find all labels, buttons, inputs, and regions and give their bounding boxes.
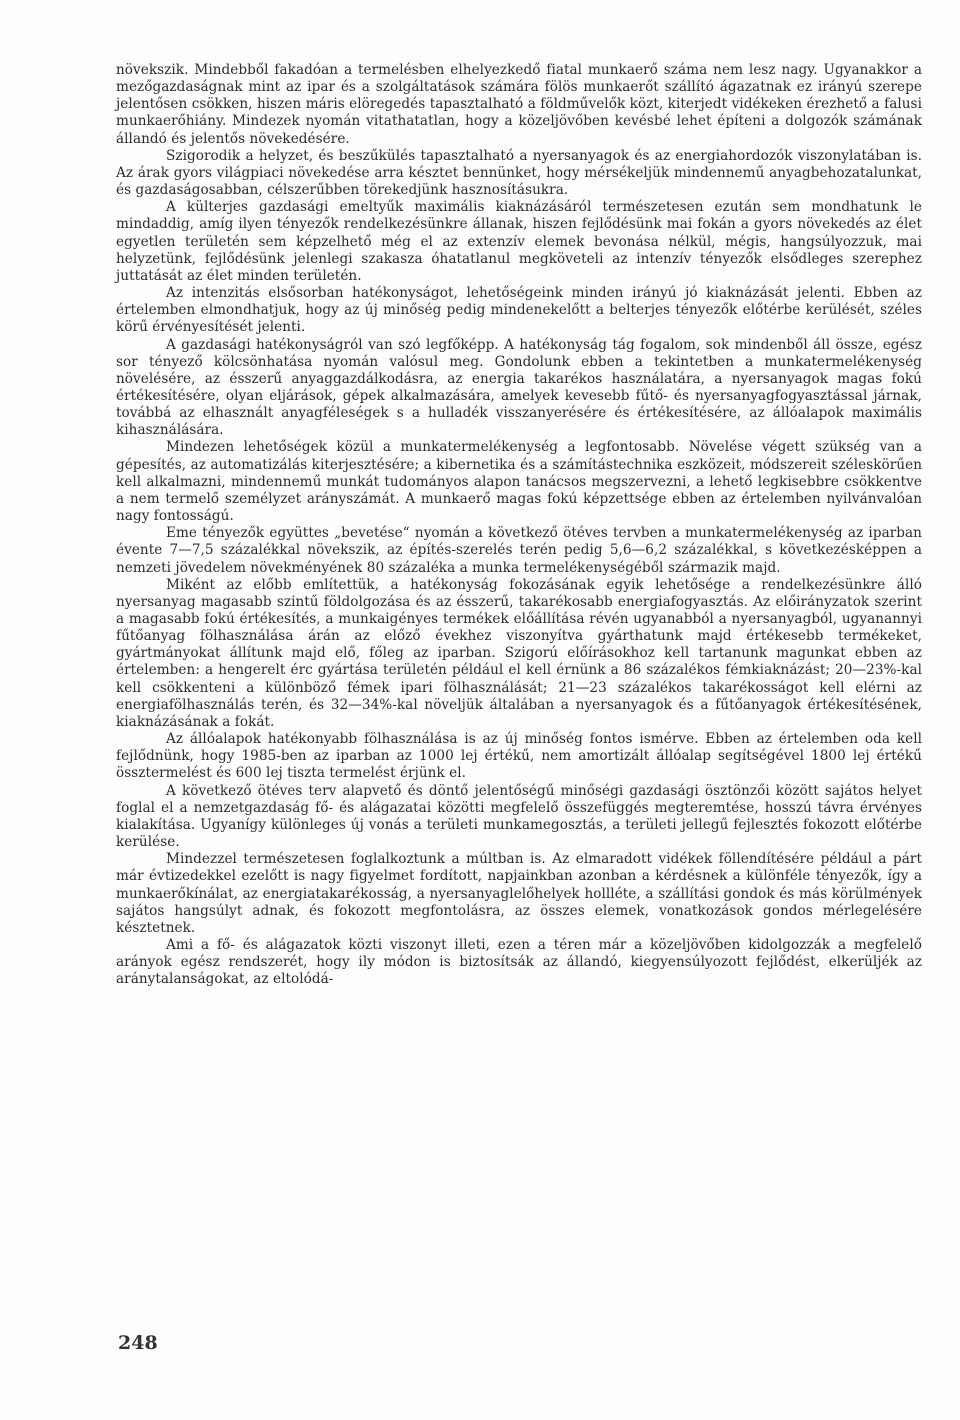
paragraph-9: Az állóalapok hatékonyabb fölhasználása is az új minőség fontos ismérve. Ebben az értelemben oda kell fejlődnünk, hogy 1985-ben az iparban az 1000 lej értékű, nem amortizált állóalap segítségével 1800 lej értékű össztermelést és 600 lej tiszta termelést érjünk el. xyxy=(116,731,922,782)
paragraph-2: Szigorodik a helyzet, és beszűkülés tapasztalható a nyersanyagok és az energiahordozók viszonylatában is. Az árak gyors világpiaci növekedése arra késztet bennünket, hogy mérsékeljük mindennemű anyagbehozatalunkat, és gazdaságosabban, célszerűbben törekedjünk hasznosításukra. xyxy=(116,147,922,199)
paragraph-11: Mindezzel természetesen foglalkoztunk a múltban is. Az elmaradott vidékek föllendítésére például a párt már évtizedekkel ezelőtt is nagy figyelmet fordított, napjainkban azonban a kérdésnek a különféle tényezők, így a munkaerőkínálat, az energiatakarékosság, a nyersanyaglelőhelyek hollléte, a szállítási gondok és más körülmények sajátos hangsúlyt adnak, és fokozott megfontolásra, az összes elemek, vonatkozások gondos mérlegelésére késztetnek. xyxy=(116,851,922,936)
paragraph-12: Ami a fő- és alágazatok közti viszonyt illeti, ezen a téren már a közeljövőben kidolgozzák a megfelelő arányok egész rendszerét, hogy ily módon is biztosítsák az állandó, kiegyensúlyozott fejlődést, elkerüljék az aránytalanságokat, az eltolódá- xyxy=(116,936,922,988)
paragraph-5: A gazdasági hatékonyságról van szó legfőképp. A hatékonyság tág fogalom, sok mindenből áll össze, egész sor tényező kölcsönhatása nyomán valósul meg. Gondolunk ebben a tekintetben a munkatermelékenység növelésére, az ésszerű anyaggazdálkodásra, az energia takarékos használatára, a nyersanyagok magas fokú értékesítésére, olyan eljárások, gépek alkalmazására, amelyek kevesebb fűtő- és nyersanyagfogyasztással járnak, továbbá az elhasznált anyagféleségek s a hulladék visszanyerésére és értékesítésére, az állóalapok maximális kihasználására. xyxy=(116,336,922,439)
page-number: 248 xyxy=(118,1332,158,1354)
paragraph-4: Az intenzitás elsősorban hatékonyságot, lehetőségeink minden irányú jó kiaknázását jelenti. Ebben az értelemben elmondhatjuk, hogy az új minőség pedig mindenekelőtt a belterjes tényezők előtérbe kerülését, széles körű érvényesítését jelenti. xyxy=(116,285,922,336)
paragraph-6: Mindezen lehetőségek közül a munkatermelékenység a legfontosabb. Növelése végett szükség van a gépesítés, az automatizálás kiterjesztésére; a kibernetika és a számítástechnika eszközeit, módszereit széleskörűen kell alkalmazni, mindennemű munkát tudományos alapon tanácsos megszervezni, a lehető legkisebbre csökkentve a nem termelő személyzet arányszámát. A munkaerő magas fokú képzettsége ebben az értelemben nyilvánvalóan nagy fontosságú. xyxy=(116,439,922,525)
paragraph-1: növekszik. Mindebből fakadóan a termelésben elhelyezkedő fiatal munkaerő száma nem lesz nagy. Ugyanakkor a mezőgazdaságnak mint az ipar és a szolgáltatások számára fölös munkaerőt szállító ágazatnak ez irányú szerepe jelentősen csökken, hiszen máris elöregedés tapasztalható a földművelők közt, kiterjedt vidékeken érezhető a falusi munkaerőhiány. Mindezek nyomán vitathatatlan, hogy a közeljövőben kevésbé lehet építeni a dolgozók számának állandó és jelentős növekedésére. xyxy=(116,62,922,147)
paragraph-7: Eme tényezők együttes „bevetése“ nyomán a következő ötéves tervben a munkatermelékenység az iparban évente 7—7,5 százalékkal növekszik, az építés-szerelés terén pedig 5,6—6,2 százalékkal, s következésképpen a nemzeti jövedelem növekményének 80 százaléka a munka termelékenységéből származik majd. xyxy=(116,525,922,576)
paragraph-10: A következő ötéves terv alapvető és döntő jelentőségű minőségi gazdasági ösztönzői között sajátos helyet foglal el a nemzetgazdaság fő- és alágazatai közötti megfelelő összefüggés megteremtése, hosszú távra érvényes kialakítása. Ugyanígy különleges új vonás a területi munkamegosztás, a területi jellegű fejlesztés fokozott előtérbe kerülése. xyxy=(116,782,922,851)
paragraph-3: A külterjes gazdasági emeltyűk maximális kiaknázásáról természetesen ezután sem mondhatunk le mindaddig, amíg ilyen tényezők rendelkezésünkre állanak, hiszen fejlődésünk mai fokán a gyors növekedés az élet egyetlen területén sem képzelhető még el az extenzív elemek bevonása nélkül, mégis, hangsúlyozzuk, mai helyzetünk, fejlődésünk jelenlegi szakasza óhatatlanul megköveteli az intenzív tényezők elsődleges szerephez juttatását az élet minden területén. xyxy=(116,199,922,284)
body-text xyxy=(116,62,922,988)
paragraph-8: Miként az előbb említettük, a hatékonyság fokozásának egyik lehetősége a rendelkezésünkre álló nyersanyag magasabb szintű földolgozása és az ésszerű, takarékosabb energiafogyasztás. Az előirányzatok szerint a magasabb fokú értékesítés, a munkaigényes termékek előállítása révén ugyanabból a nyersanyagból, ugyanannyi fűtőanyag fölhasználása árán az előző évekhez viszonyítva gyárthatunk majd értékesebb termékeket, gyártmányokat állítunk majd elő, főleg az iparban. Szigorú előírásokhoz kell tartanunk magunkat ebben az értelemben: a hengerelt érc gyártása területén például el kell érnünk a 86 százalékos fémkiaknázást; 20—23%-kal kell csökkenteni a különböző fémek ipari fölhasználását; 21—23 százalékos takarékosságot kell elérni az energiafölhasználás terén, és 32—34%-kal növeljük általában a nyersanyagok és a fűtőanyagok értékesítésének, kiaknázásának a fokát. xyxy=(116,576,922,730)
